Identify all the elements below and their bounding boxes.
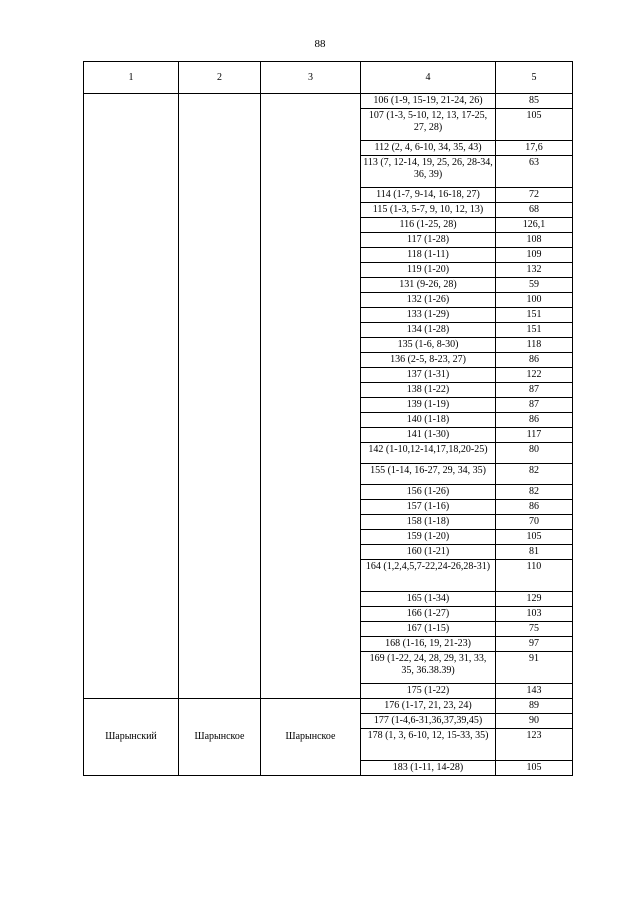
header-col-2: 2	[179, 62, 261, 94]
parcel-numbers-cell: 115 (1-3, 5-7, 9, 10, 12, 13)	[361, 203, 496, 218]
area-cell: 81	[496, 545, 573, 560]
parcel-numbers-cell: 183 (1-11, 14-28)	[361, 761, 496, 776]
area-cell: 151	[496, 308, 573, 323]
area-cell: 110	[496, 560, 573, 592]
area-cell: 151	[496, 323, 573, 338]
area-cell: 132	[496, 263, 573, 278]
parcel-numbers-cell: 112 (2, 4, 6-10, 34, 35, 43)	[361, 141, 496, 156]
parcel-numbers-cell: 158 (1-18)	[361, 515, 496, 530]
parcel-numbers-cell: 107 (1-3, 5-10, 12, 13, 17-25, 27, 28)	[361, 109, 496, 141]
area-cell: 82	[496, 464, 573, 485]
area-cell: 82	[496, 485, 573, 500]
area-cell: 59	[496, 278, 573, 293]
district-cell-col-3: Шарынское	[261, 699, 361, 776]
area-cell: 117	[496, 428, 573, 443]
parcel-numbers-cell: 166 (1-27)	[361, 607, 496, 622]
header-col-5: 5	[496, 62, 573, 94]
area-cell: 143	[496, 684, 573, 699]
area-cell: 87	[496, 383, 573, 398]
district-cell-col-1: Шарынский	[84, 699, 179, 776]
area-cell: 105	[496, 530, 573, 545]
parcel-numbers-cell: 177 (1-4,6-31,36,37,39,45)	[361, 714, 496, 729]
district-cell-col-2: Шарынское	[179, 699, 261, 776]
area-cell: 89	[496, 699, 573, 714]
parcel-numbers-cell: 176 (1-17, 21, 23, 24)	[361, 699, 496, 714]
parcel-numbers-cell: 113 (7, 12-14, 19, 25, 26, 28-34, 36, 39)	[361, 156, 496, 188]
parcel-numbers-cell: 141 (1-30)	[361, 428, 496, 443]
area-cell: 108	[496, 233, 573, 248]
area-cell: 75	[496, 622, 573, 637]
parcel-numbers-cell: 159 (1-20)	[361, 530, 496, 545]
parcel-numbers-cell: 117 (1-28)	[361, 233, 496, 248]
area-cell: 87	[496, 398, 573, 413]
area-cell: 90	[496, 714, 573, 729]
parcel-numbers-cell: 135 (1-6, 8-30)	[361, 338, 496, 353]
table-header-row	[84, 62, 573, 94]
parcel-numbers-cell: 131 (9-26, 28)	[361, 278, 496, 293]
area-cell: 100	[496, 293, 573, 308]
parcel-numbers-cell: 114 (1-7, 9-14, 16-18, 27)	[361, 188, 496, 203]
district-cell-col-2	[179, 94, 261, 699]
area-cell: 17,6	[496, 141, 573, 156]
parcel-numbers-cell: 136 (2-5, 8-23, 27)	[361, 353, 496, 368]
area-cell: 109	[496, 248, 573, 263]
district-cell-col-1	[84, 94, 179, 699]
parcel-numbers-cell: 134 (1-28)	[361, 323, 496, 338]
parcel-numbers-cell: 169 (1-22, 24, 28, 29, 31, 33, 35, 36.38.39)	[361, 652, 496, 684]
area-cell: 97	[496, 637, 573, 652]
area-cell: 80	[496, 443, 573, 464]
area-cell: 86	[496, 500, 573, 515]
table-row	[84, 94, 573, 109]
parcel-numbers-cell: 168 (1-16, 19, 21-23)	[361, 637, 496, 652]
area-cell: 123	[496, 729, 573, 761]
area-cell: 122	[496, 368, 573, 383]
header-col-1: 1	[84, 62, 179, 94]
parcel-numbers-cell: 116 (1-25, 28)	[361, 218, 496, 233]
parcel-numbers-cell: 175 (1-22)	[361, 684, 496, 699]
parcel-numbers-cell: 165 (1-34)	[361, 592, 496, 607]
area-cell: 72	[496, 188, 573, 203]
header-col-3: 3	[261, 62, 361, 94]
area-cell: 70	[496, 515, 573, 530]
area-cell: 118	[496, 338, 573, 353]
parcel-numbers-cell: 178 (1, 3, 6-10, 12, 15-33, 35)	[361, 729, 496, 761]
parcel-numbers-cell: 119 (1-20)	[361, 263, 496, 278]
header-col-4: 4	[361, 62, 496, 94]
parcel-numbers-cell: 137 (1-31)	[361, 368, 496, 383]
area-cell: 68	[496, 203, 573, 218]
area-cell: 63	[496, 156, 573, 188]
area-cell: 126,1	[496, 218, 573, 233]
parcel-numbers-cell: 157 (1-16)	[361, 500, 496, 515]
area-cell: 85	[496, 94, 573, 109]
parcel-numbers-cell: 140 (1-18)	[361, 413, 496, 428]
parcel-numbers-cell: 138 (1-22)	[361, 383, 496, 398]
area-cell: 103	[496, 607, 573, 622]
parcel-numbers-cell: 139 (1-19)	[361, 398, 496, 413]
parcel-numbers-cell: 132 (1-26)	[361, 293, 496, 308]
parcel-numbers-cell: 133 (1-29)	[361, 308, 496, 323]
parcel-numbers-cell: 164 (1,2,4,5,7-22,24-26,28-31)	[361, 560, 496, 592]
district-cell-col-3	[261, 94, 361, 699]
parcel-numbers-cell: 167 (1-15)	[361, 622, 496, 637]
parcel-numbers-cell: 155 (1-14, 16-27, 29, 34, 35)	[361, 464, 496, 485]
area-cell: 86	[496, 353, 573, 368]
land-parcels-table	[83, 61, 573, 776]
parcel-numbers-cell: 118 (1-11)	[361, 248, 496, 263]
parcel-numbers-cell: 142 (1-10,12-14,17,18,20-25)	[361, 443, 496, 464]
page-number: 88	[314, 38, 326, 50]
parcel-numbers-cell: 156 (1-26)	[361, 485, 496, 500]
parcel-numbers-cell: 106 (1-9, 15-19, 21-24, 26)	[361, 94, 496, 109]
table-row	[84, 699, 573, 714]
area-cell: 91	[496, 652, 573, 684]
area-cell: 86	[496, 413, 573, 428]
area-cell: 105	[496, 109, 573, 141]
area-cell: 105	[496, 761, 573, 776]
area-cell: 129	[496, 592, 573, 607]
parcel-numbers-cell: 160 (1-21)	[361, 545, 496, 560]
